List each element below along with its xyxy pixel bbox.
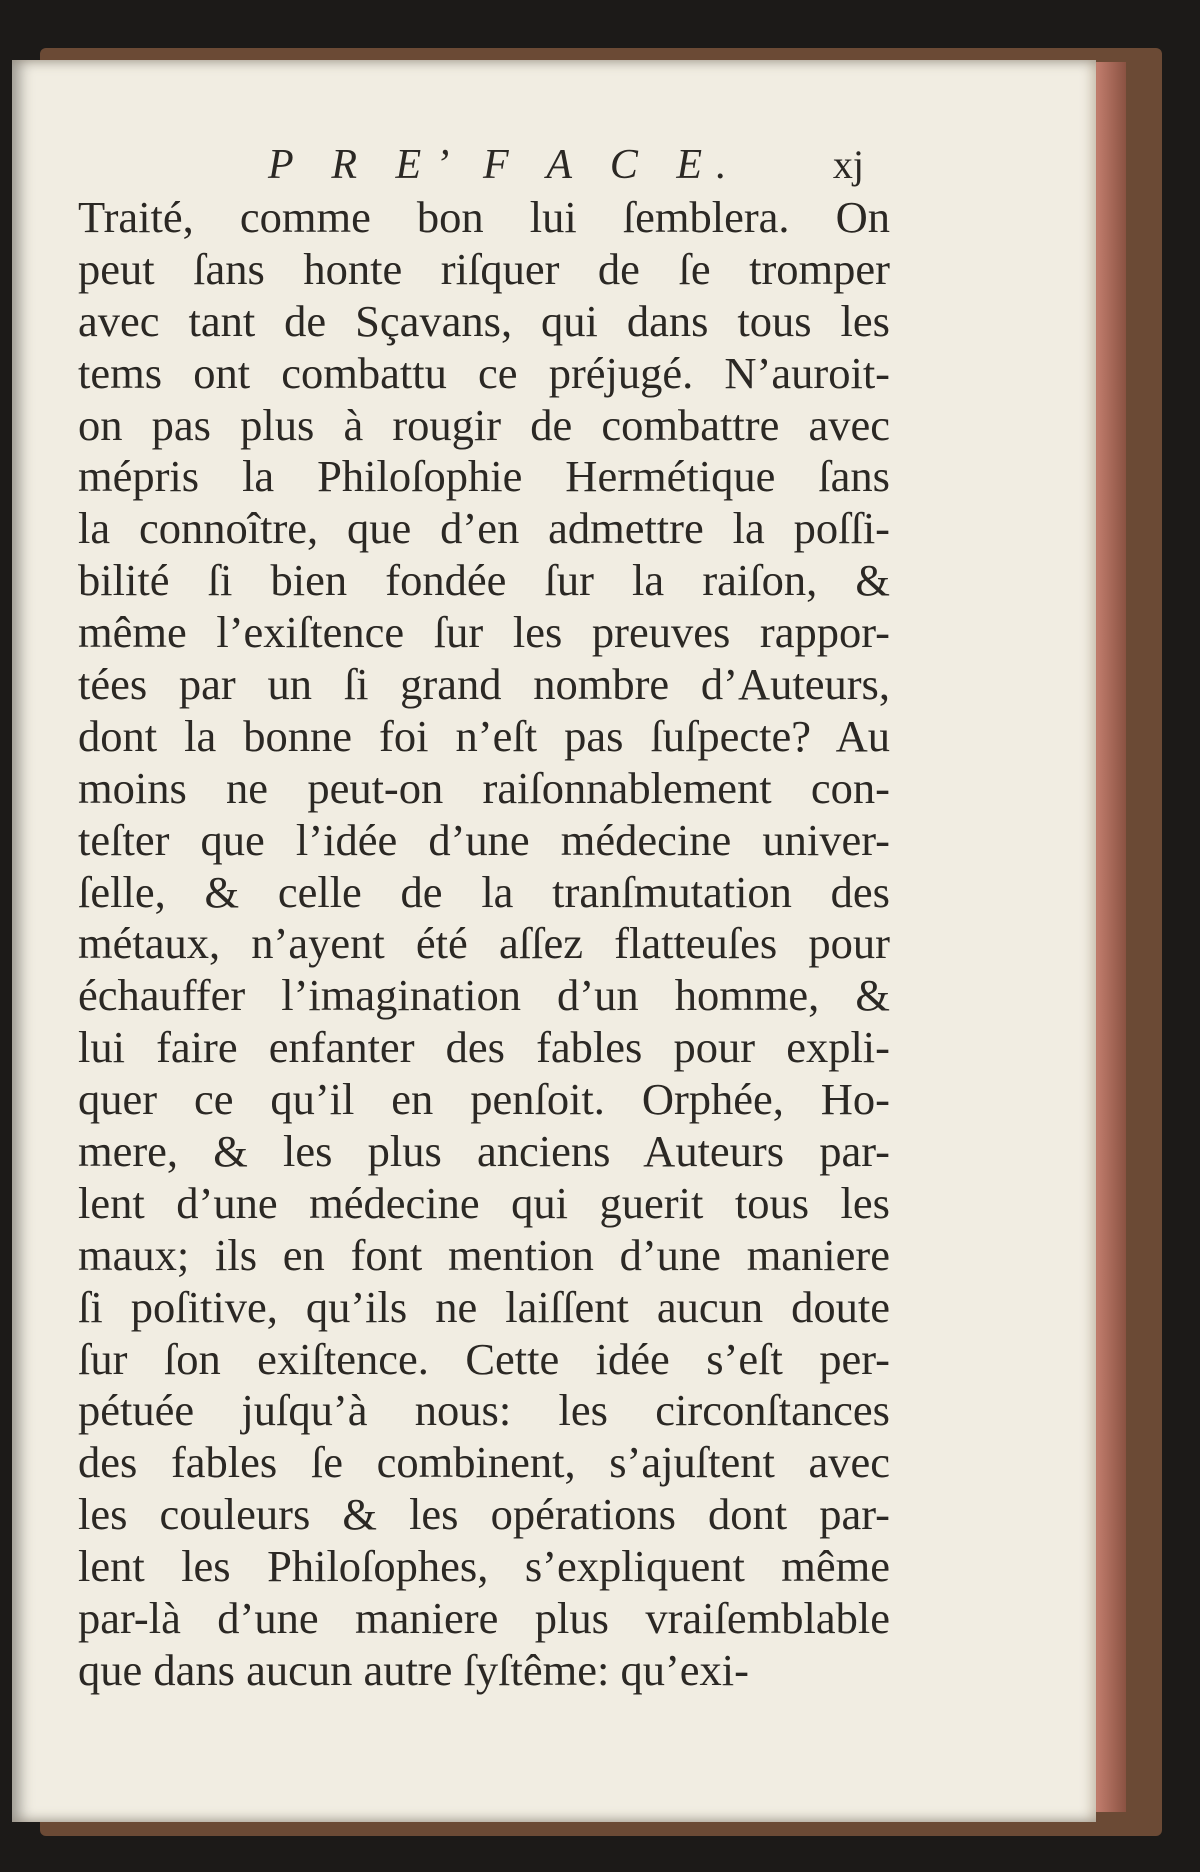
text-line: avec tant de Sçavans, qui dans tous les xyxy=(78,295,890,346)
text-line: dont la bonne foi n’eſt pas ſuſpecte? Au xyxy=(78,710,890,761)
text-line: mépris la Philoſophie Hermétique ſans xyxy=(78,451,890,502)
text-line: moins ne peut-on raiſonnablement con- xyxy=(78,762,890,813)
body-text xyxy=(78,192,904,1697)
running-head: P R E’ F A C E. xyxy=(268,142,741,188)
text-line: la connoître, que d’en admettre la poſſi- xyxy=(78,503,890,554)
text-line: lent d’une médecine qui guerit tous les xyxy=(78,1177,890,1228)
text-line: tems ont combattu ce préjugé. N’auroit- xyxy=(78,347,890,398)
text-line: maux; ils en font mention d’une maniere xyxy=(78,1229,890,1280)
text-line: teſter que l’idée d’une médecine univer- xyxy=(78,814,890,865)
text-line: peut ſans honte riſquer de ſe tromper xyxy=(78,243,890,294)
text-line: Traité, comme bon lui ſemblera. On xyxy=(78,192,890,242)
text-block xyxy=(78,140,904,1697)
text-line: bilité ſi bien fondée ſur la raiſon, & xyxy=(78,555,890,606)
text-line: ſelle, & celle de la tranſmutation des xyxy=(78,866,890,917)
text-line: des fables ſe combinent, s’ajuſtent avec xyxy=(78,1437,890,1488)
text-line: lui faire enfanter des fables pour expli- xyxy=(78,1022,890,1073)
text-line: que dans aucun autre ſyſtême: qu’exi- xyxy=(78,1644,749,1695)
page-number: xj xyxy=(832,142,864,187)
text-line: ſi poſitive, qu’ils ne laiſſent aucun doute xyxy=(78,1281,890,1332)
text-line: quer ce qu’il en penſoit. Orphée, Ho- xyxy=(78,1074,890,1125)
page-header xyxy=(78,140,904,190)
text-line: ſur ſon exiſtence. Cette idée s’eſt per- xyxy=(78,1333,890,1384)
text-line: pétuée juſqu’à nous: les circonſtances xyxy=(78,1385,890,1436)
text-line: par-là d’une maniere plus vraiſemblable xyxy=(78,1593,890,1644)
text-line: les couleurs & les opérations dont par- xyxy=(78,1489,890,1540)
text-line: lent les Philoſophes, s’expliquent même xyxy=(78,1541,890,1592)
text-line: échauffer l’imagination d’un homme, & xyxy=(78,970,890,1021)
text-line: tées par un ſi grand nombre d’Auteurs, xyxy=(78,659,890,710)
text-line: on pas plus à rougir de combattre avec xyxy=(78,399,890,450)
text-line: mere, & les plus anciens Auteurs par- xyxy=(78,1126,890,1177)
text-line: même l’exiſtence ſur les preuves rappor- xyxy=(78,607,890,658)
text-line: métaux, n’ayent été aſſez flatteuſes pour xyxy=(78,918,890,969)
